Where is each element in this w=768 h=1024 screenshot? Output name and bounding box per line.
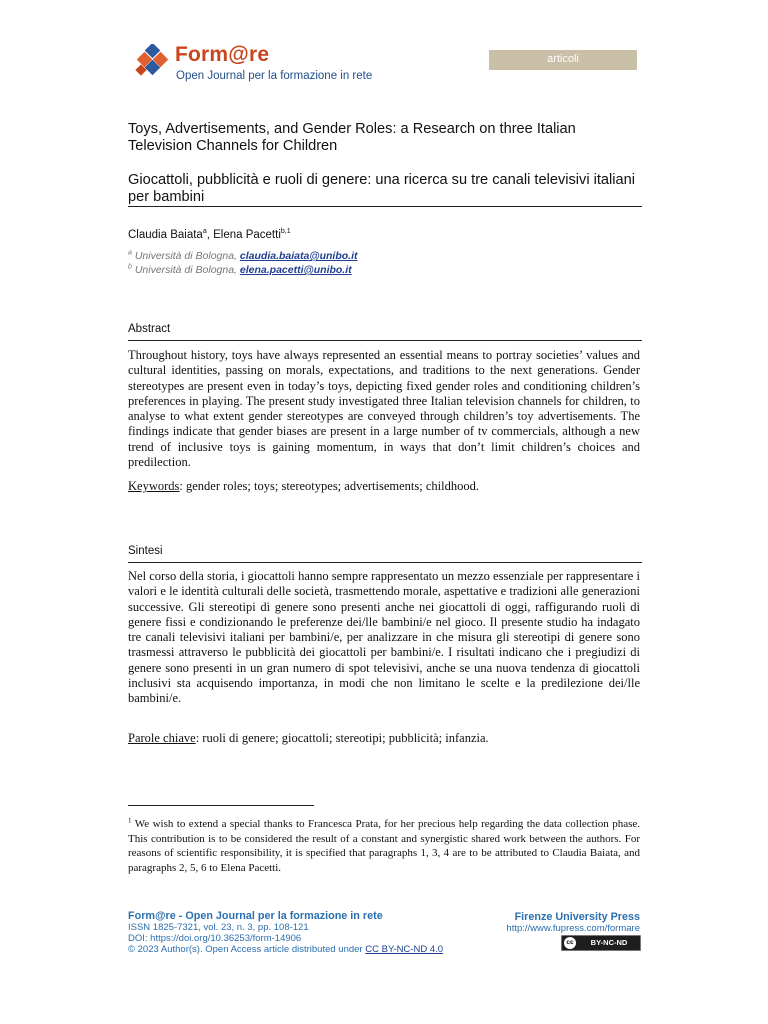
logo-subtitle: Open Journal per la formazione in rete <box>176 70 373 82</box>
author-separator: , <box>206 229 214 241</box>
sintesi-keywords <box>128 731 640 746</box>
abstract-heading: Abstract <box>128 323 171 335</box>
copyright-text: © 2023 Author(s). Open Access article distributed under <box>128 944 366 955</box>
footer-citation <box>128 911 443 955</box>
affiliation-mark: a <box>128 249 132 257</box>
abstract-keywords <box>128 479 640 494</box>
affiliation-b <box>128 264 352 276</box>
footnote-rule <box>128 805 314 806</box>
footer-issn: ISSN 1825-7321, vol. 23, n. 3, pp. 108-121 <box>128 922 309 933</box>
title-english: Toys, Advertisements, and Gender Roles: a Research on three Italian Television Channels for Children <box>128 121 576 154</box>
email-link[interactable]: elena.pacetti@unibo.it <box>239 264 352 276</box>
sintesi-heading: Sintesi <box>128 545 163 557</box>
cc-badge-text: BY-NC-ND <box>590 938 628 947</box>
footnote <box>128 817 640 875</box>
publisher-name: Firenze University Press <box>514 911 640 923</box>
affiliation-institution: Università di Bologna, <box>134 250 240 262</box>
author-name: Claudia Baiata <box>128 229 203 241</box>
author-sup: b,1 <box>280 228 291 236</box>
cc-circle-icon: cc <box>564 937 576 949</box>
sintesi-text: Nel corso della storia, i giocattoli hanno sempre rappresentato un mezzo essenziale per rappresentare i valori e le identità culturali delle società, trasmettendo morale, aspettative e tradizioni alle generazioni successive. Gli stereotipi di genere sono presenti anche nei giocattoli di oggi, raffigurando ruoli di genere fissi e condizionando le preferenze dei/lle bambini/e nel gioco. Il presente studio ha indagato tre canali televisivi italiani per bambini/e, per analizzare in che misura gli stereotipi di genere sono trasmessi attraverso le pubblicità dei giocattoli per bambini/e. I risultati indicano che i pregiudizi di genere sono presenti in un gran numero di spot televisivi, anche se una nuova tendenza di giocattoli inclusivi sta acquisendo importanza, in modi che non limitano le scelte e la predilezione dei/lle bambini/e. <box>128 569 640 706</box>
author-name: Elena Pacetti <box>213 229 281 241</box>
abstract-rule <box>128 340 642 341</box>
footer-publisher <box>506 911 640 934</box>
footer-copyright <box>128 944 443 955</box>
affiliation-institution: Università di Bologna, <box>134 264 240 276</box>
affiliation-a <box>128 250 357 262</box>
diamond-logo-icon <box>133 44 173 84</box>
publisher-url[interactable]: http://www.fupress.com/formare <box>506 923 640 934</box>
keywords-label: Parole chiave <box>128 731 196 745</box>
title-rule <box>128 206 642 207</box>
sintesi-rule <box>128 562 642 563</box>
cc-license-icon[interactable] <box>561 935 641 951</box>
footnote-text: We wish to extend a special thanks to Francesca Prata, for her precious help regarding the data collection phase. This contribution is to be considered the result of a constant and synergistic shared work between the authors. For reasons of scientific responsibility, it is specified that paragraphs 1, 3, 4 are to be attributed to Claudia Baiata, and paragraphs 2, 5, 6 to Elena Pacetti. <box>128 818 640 874</box>
footer-doi[interactable]: DOI: https://doi.org/10.36253/form-14906 <box>128 933 302 944</box>
title-italian: Giocattoli, pubblicità e ruoli di genere: una ricerca su tre canali televisivi italiani per bambini <box>128 172 635 205</box>
abstract-text: Throughout history, toys have always represented an essential means to portray societies’ values and cultural identities, passing on morals, expectations, and traditions to the next generations. Gender stereotypes are present even in today’s toys, depicting fixed gender roles and conditioning children’s preferences in playing. The present study investigated three Italian television channels for children, to analyse to what extent gender stereotypes are conveyed through children’s toy advertisements. The findings indicate that gender biases are present in a large number of tv commercials, although a new trend of inclusive toys is gaining momentum, in ways that don’t limit children’s choices and predilection. <box>128 348 640 470</box>
keywords-list: : ruoli di genere; giocattoli; stereotipi; pubblicità; infanzia. <box>195 731 489 745</box>
footnote-mark: 1 <box>128 816 132 825</box>
author-sup: a <box>202 228 207 236</box>
section-badge: articoli <box>489 50 637 70</box>
license-link[interactable]: CC BY-NC-ND 4.0 <box>365 944 444 955</box>
keywords-list: : gender roles; toys; stereotypes; advertisements; childhood. <box>179 479 479 493</box>
journal-logo[interactable] <box>133 43 373 88</box>
email-link[interactable]: claudia.baiata@unibo.it <box>239 250 358 262</box>
affiliation-mark: b <box>128 263 132 271</box>
footer-journal: Form@re - Open Journal per la formazione in rete <box>128 910 383 922</box>
keywords-label: Keywords <box>128 479 180 493</box>
logo-title: Form@re <box>175 43 270 66</box>
authors-line <box>128 229 291 241</box>
